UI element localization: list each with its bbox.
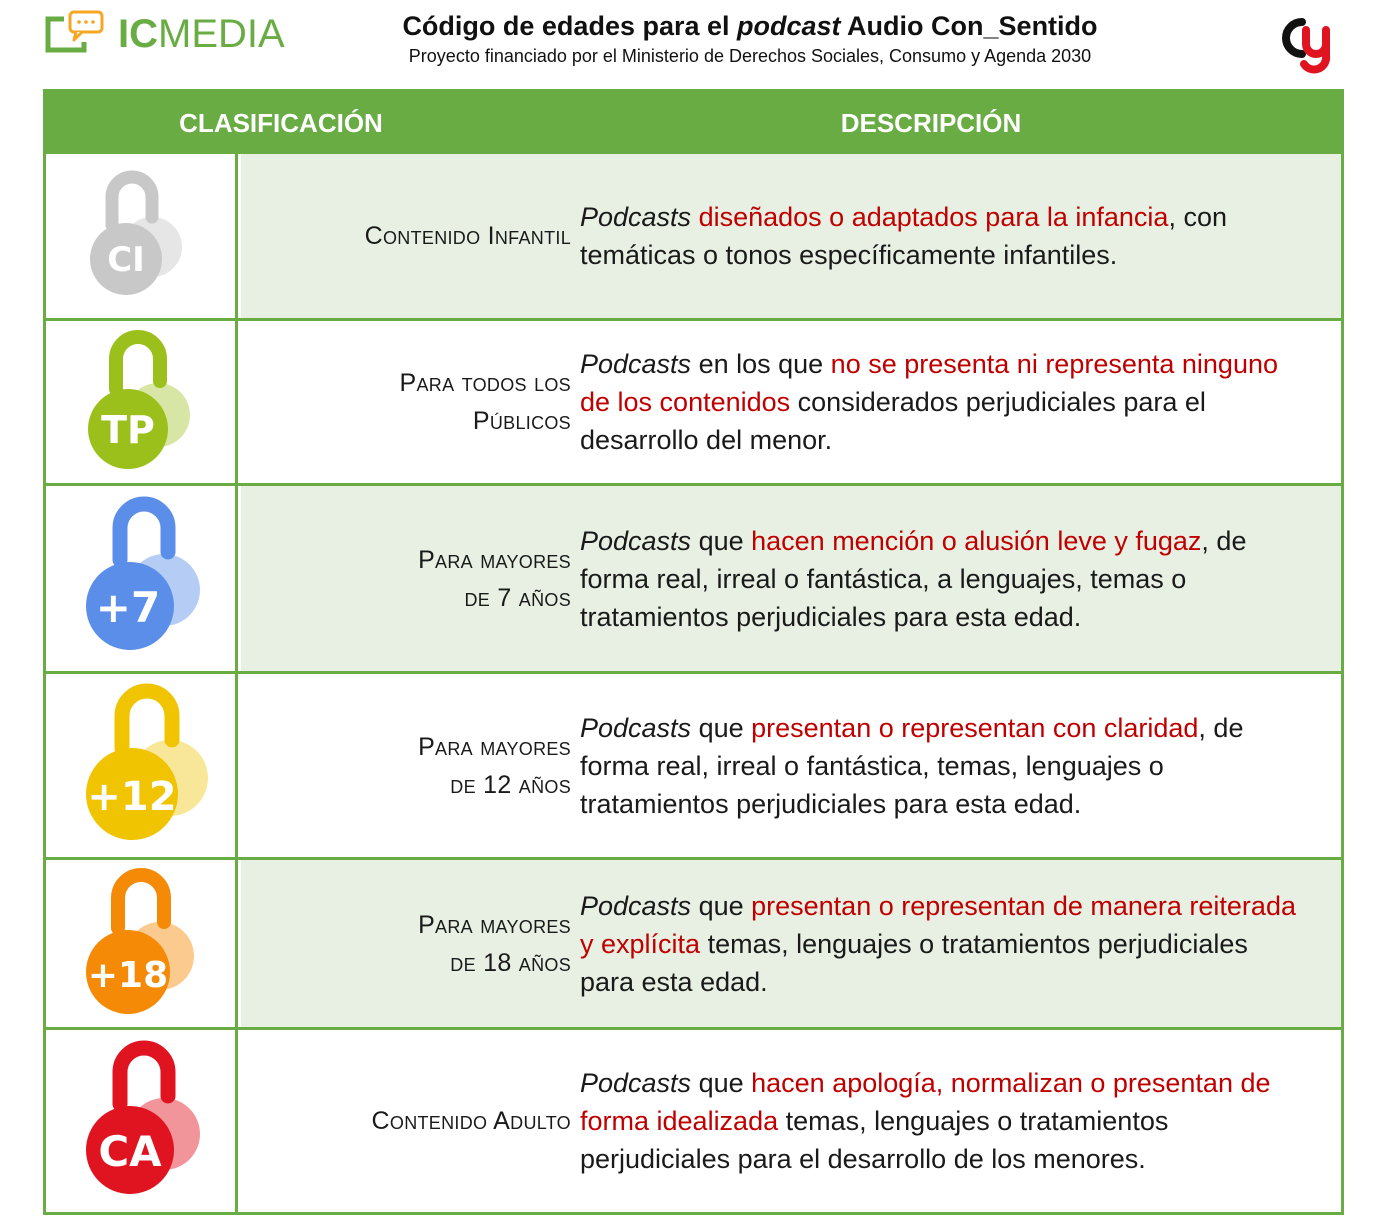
rating-icon-cell <box>46 321 238 483</box>
rating-icon-cell <box>46 860 238 1027</box>
ca-badge-text: CA <box>98 1127 162 1176</box>
rating-name-cell <box>241 321 576 483</box>
table-header <box>46 92 1341 154</box>
title-block <box>300 10 1200 68</box>
page-title: Código de edades para el podcast Audio Con_Sentido <box>402 11 1098 41</box>
plus18-badge-text: +18 <box>87 955 169 996</box>
rating-description: Podcasts en los que no se presenta ni representa ninguno de los contenidos considerados perjudiciales para el desarrollo del menor. <box>580 349 1278 455</box>
plus7-badge-text: +7 <box>95 583 161 632</box>
rating-description-cell <box>576 154 1341 318</box>
rating-description-cell <box>576 486 1341 671</box>
plus12-badge-text: +12 <box>87 774 177 820</box>
rating-name: Contenido Infantil <box>364 222 571 250</box>
rating-name-cell <box>241 486 576 671</box>
age-rating-table <box>43 89 1344 1215</box>
table-row <box>46 857 1341 1027</box>
rating-description-cell <box>576 1030 1341 1212</box>
table-row <box>46 151 1341 318</box>
rating-description: Podcasts que hacen apología, normalizan o presentan de forma idealizada temas, lenguajes o tratamientos perjudiciales para el desarrollo de los menores. <box>580 1068 1271 1174</box>
rating-name-cell <box>241 860 576 1027</box>
brand-name: ICMEDIA <box>118 12 285 56</box>
rating-name-cell <box>241 154 576 318</box>
rating-description: Podcasts que hacen mención o alusión leve y fugaz, de forma real, irreal o fantástica, a lenguajes, temas o tratamientos perjudiciales para esta edad. <box>580 525 1247 632</box>
rating-icon-cell <box>46 486 238 671</box>
rating-name: Para todos los Públicos <box>399 369 571 435</box>
partner-logo-icon <box>1272 14 1342 74</box>
ci-lock-icon <box>76 167 196 302</box>
plus18-lock-icon <box>76 866 201 1024</box>
ca-lock-icon <box>76 1038 206 1203</box>
rating-description: Podcasts que presentan o representan con claridad, de forma real, irreal o fantástica, temas, lenguajes o tratamientos perjudiciales para esta edad. <box>580 712 1244 819</box>
plus7-lock-icon <box>76 494 206 662</box>
rating-name: Para mayores de 7 años <box>418 545 571 612</box>
ci-badge-text: CI <box>107 240 145 280</box>
chat-screen-icon <box>44 10 106 58</box>
table-row <box>46 671 1341 857</box>
plus12-lock-icon <box>76 680 211 852</box>
tp-lock-icon <box>76 327 196 479</box>
table-row <box>46 318 1341 483</box>
table-row <box>46 483 1341 671</box>
rating-description-cell <box>576 321 1341 483</box>
rating-description: Podcasts diseñados o adaptados para la infancia, con temáticas o tonos específicamente infantiles. <box>580 202 1227 270</box>
column-header-description: DESCRIPCIÓN <box>840 108 1022 138</box>
rating-name-cell <box>241 1030 576 1212</box>
rating-icon-cell <box>46 1030 238 1212</box>
rating-icon-cell <box>46 674 238 857</box>
rating-name: Para mayores de 18 años <box>418 910 571 977</box>
rating-icon-cell <box>46 154 238 318</box>
rating-name-cell <box>241 674 576 857</box>
column-header-classification: CLASIFICACIÓN <box>179 108 383 138</box>
partner-logo <box>1272 14 1342 79</box>
table-row <box>46 1027 1341 1212</box>
rating-description-cell <box>576 860 1341 1027</box>
rating-name: Para mayores de 12 años <box>418 732 571 799</box>
rating-description-cell <box>576 674 1341 857</box>
page-header <box>0 0 1388 88</box>
icmedia-logo <box>44 10 285 58</box>
page-subtitle: Proyecto financiado por el Ministerio de Derechos Sociales, Consumo y Agenda 2030 <box>408 46 1092 66</box>
rating-name: Contenido Adulto <box>371 1107 571 1135</box>
rating-description: Podcasts que presentan o representan de manera reiterada y explícita temas, lenguajes o tratamientos perjudiciales para esta edad. <box>580 890 1296 997</box>
tp-badge-text: TP <box>101 408 155 452</box>
